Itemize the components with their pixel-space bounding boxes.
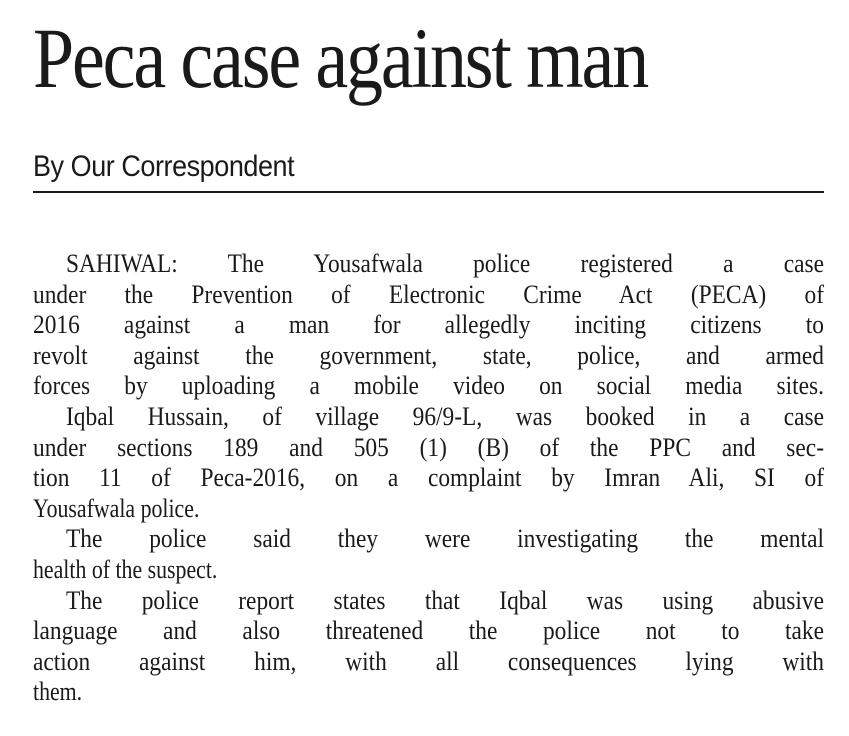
- paragraph-line: 2016 against a man for allegedly inciting citizens to: [33, 310, 824, 340]
- paragraph-line: tion 11 of Peca-2016, on a complaint by Imran Ali, SI of: [33, 463, 824, 493]
- paragraph-line: The police said they were investigating the mental: [66, 524, 824, 554]
- paragraph-line: under the Prevention of Electronic Crime Act (PECA) of: [33, 279, 824, 309]
- headline: Peca case against man: [33, 10, 648, 106]
- paragraph-line: language and also threatened the police not to take: [33, 616, 824, 646]
- byline-divider: [33, 191, 824, 193]
- paragraph-line: action against him, with all consequences lying with: [33, 646, 824, 676]
- paragraph: [33, 524, 824, 585]
- paragraph-line: health of the suspect.: [33, 554, 218, 584]
- paragraph-line: The police report states that Iqbal was using abusive: [66, 585, 824, 615]
- paragraph-line: revolt against the government, state, police, and armed: [33, 340, 824, 370]
- paragraph-line: Yousafwala police.: [33, 493, 200, 523]
- paragraph-line: Iqbal Hussain, of village 96/9-L, was booked in a case: [66, 401, 824, 431]
- paragraph-line: them.: [33, 677, 83, 707]
- paragraph-line: under sections 189 and 505 (1) (B) of the PPC and sec-: [33, 432, 824, 462]
- paragraph-line: forces by uploading a mobile video on social media sites.: [33, 371, 824, 401]
- paragraph: [33, 402, 824, 524]
- paragraph: [33, 586, 824, 708]
- byline: By Our Correspondent: [33, 150, 295, 183]
- article-body: [33, 249, 824, 708]
- paragraph-line: SAHIWAL: The Yousafwala police registered a case: [66, 249, 824, 278]
- paragraph: [33, 249, 824, 402]
